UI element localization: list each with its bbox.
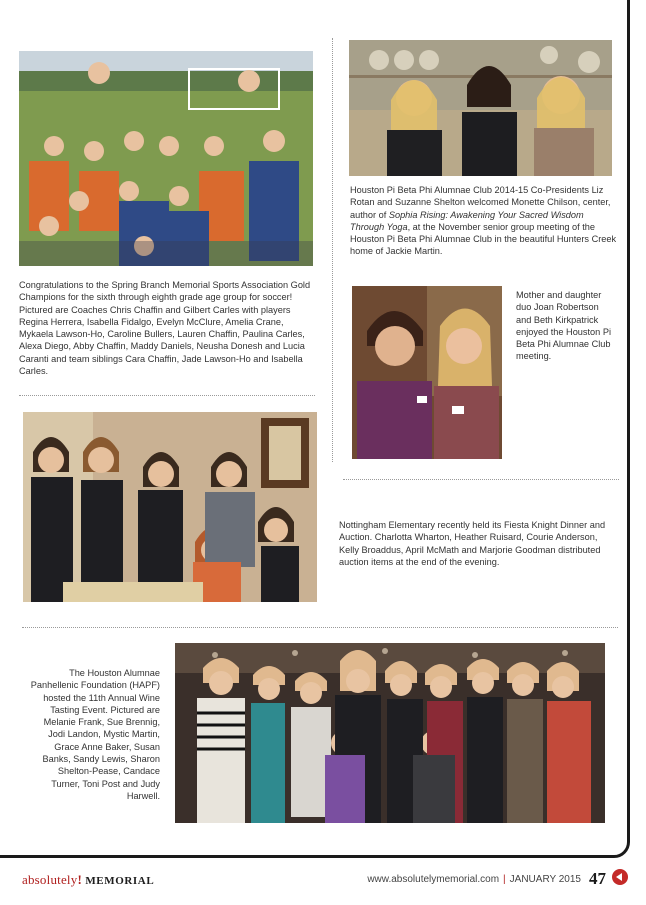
nottingham-photo <box>23 412 317 602</box>
column-divider <box>332 38 333 462</box>
brand-suffix: MEMORIAL <box>81 875 155 887</box>
spring-branch-caption: Congratulations to the Spring Branch Memorial Sports Association Gold Champions for the sixth through eighth grade age group for soccer! Pictured are Coaches Chris Chaffin and Gilbert Carles with players Regina Herrera, Isabella Fidalgo, Evelyn McClure, Amelia Crane, Mykaela Lawson-Ho, Caroline Bullers, Lauren Chaffin, Paulina Carles, Alexa Diego, Abby Chaffin, Maddy Daniels, Neusha Donesh and Lucia Caranti and team siblings Cara Chaffin, Jade Lawson-Ho and Isabella Carles. <box>19 280 311 377</box>
section-divider <box>19 395 315 396</box>
brand-prefix: absolutely <box>22 872 78 887</box>
book-title: Sophia Rising: Awakening Your Sacred Wisdom Through Yoga <box>350 209 584 232</box>
pi-beta-phi-caption-post: , at the November senior group meeting of the Houston Pi Beta Phi Alumnae Club in the beautiful Hunters Creek home of Jackie Martin. <box>350 221 617 257</box>
nottingham-caption: Nottingham Elementary recently held its Fiesta Knight Dinner and Auction. Charlotta Wharton, Heather Ruisard, Courie Anderson, Kelly Broaddus, April McMath and Marjorie Goodman distributed auction items at the end of the evening. <box>339 520 606 567</box>
section-divider <box>343 479 619 480</box>
page-number: 47 <box>589 869 606 888</box>
mother-daughter-caption: Mother and daughter duo Joan Robertson and Beth Kirkpatrick enjoyed the Houston Pi Beta Phi Alumnae Club meeting. <box>516 290 612 362</box>
issue-date: JANUARY 2015 <box>509 873 581 885</box>
footer-info <box>367 869 606 889</box>
mother-daughter-photo <box>352 286 502 459</box>
soccer-team-photo <box>19 51 313 266</box>
footer-separator: | <box>503 873 506 885</box>
pi-beta-phi-photo <box>349 40 612 176</box>
hapf-wine-tasting-photo <box>175 643 605 823</box>
brand-exclamation: ! <box>77 872 82 887</box>
hapf-caption: The Houston Alumnae Panhellenic Foundation (HAPF) hosted the 11th Annual Wine Tasting Event. Pictured are Melanie Frank, Sue Brennig, Jodi Landon, Mystic Martin, Grace Anne Baker, Susan Banks, Sandy Lewis, Sharon Shelton-Pease, Candace Turner, Toni Post and Judy Harwell. <box>30 668 160 801</box>
magazine-brand-logo <box>22 872 154 888</box>
pi-beta-phi-caption-pre: Houston Pi Beta Phi Alumnae Club 2014-15 Co-Presidents Liz Rotan and Suzanne Shelton welcomed Monette Chilson, center, author of <box>350 185 611 220</box>
website-url[interactable]: www.absolutelymemorial.com <box>367 873 500 885</box>
section-divider <box>22 627 618 628</box>
pi-beta-phi-caption <box>350 184 618 258</box>
arrow-left-circle-icon[interactable] <box>612 869 628 885</box>
